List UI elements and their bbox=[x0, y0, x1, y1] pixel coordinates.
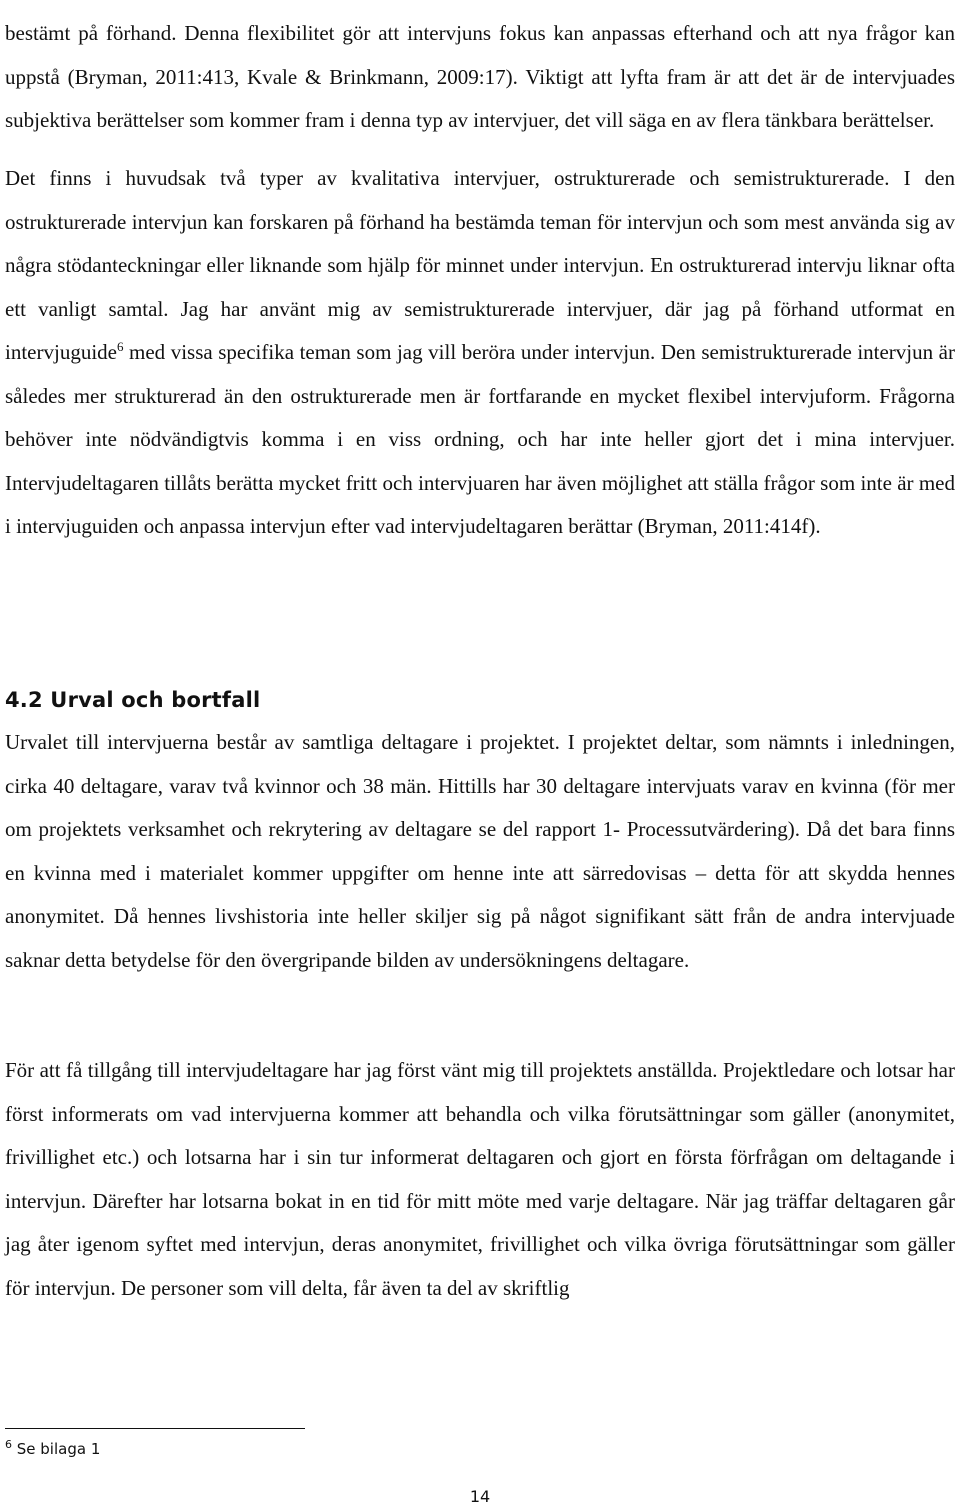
page-number: 14 bbox=[469, 1487, 491, 1506]
paragraph-text: För att få tillgång till intervjudeltagare har jag först vänt mig till projektets anställda. Projektledare och lotsar har först informerats om vad intervjuerna kommer att behandla och vilka förutsättningar som gäller (anonymitet, frivillighet etc.) och lotsarna har i sin tur informerat deltagaren och gjort en första förfrågan om deltagande i intervjun. Därefter har lotsarna bokat in en tid för mitt möte med varje deltagare. När jag träffar deltagaren går jag åter igenom syftet med intervjun, deras anonymitet, frivillighet och vilka övriga förutsättningar som gäller för intervjun. De personer som vill delta, får även ta del av skriftlig bbox=[5, 1058, 955, 1300]
footnote-reference: 6 bbox=[116, 339, 124, 354]
paragraph-text: bestämt på förhand. Denna flexibilitet gör att intervjuns fokus kan anpassas efterhand och att nya frågor kan uppstå (Bryman, 2011:413, Kvale & Brinkmann, 2009:17). Viktigt att lyfta fram är att det är de intervjuades subjektiva berättelser som kommer fram i denna typ av intervjuer, det vill säga en av flera tänkbara berättelser. bbox=[5, 21, 955, 132]
paragraph-method-intro bbox=[5, 12, 955, 143]
footnote-text: Se bilaga 1 bbox=[12, 1440, 101, 1458]
paragraph-text: med vissa specifika teman som jag vill beröra under intervjun. Den semistrukturerade intervjun är således mer strukturerad än den ostrukturerade men är fortfarande en mycket flexibel intervjuform. Frågorna behöver inte nödvändigtvis komma i en viss ordning, och har inte heller gjort det i mina intervjuer. Intervjudeltagaren tillåts berätta mycket fritt och intervjuaren har även möjlighet att ställa frågor som inte är med i intervjuguiden och anpassa intervjun efter vad intervjudeltagaren berättar (Bryman, 2011:414f). bbox=[5, 340, 955, 538]
footnote bbox=[5, 1440, 100, 1458]
footnote-marker: 6 bbox=[5, 1438, 12, 1451]
section-heading: 4.2 Urval och bortfall bbox=[5, 688, 261, 712]
paragraph-text: Det finns i huvudsak två typer av kvalitativa intervjuer, ostrukturerade och semistrukturerade. I den ostrukturerade intervjun kan forskaren på förhand ha bestämda teman för intervjun och som mest använda sig av några stödanteckningar eller liknande som hjälp för minnet under intervjun. En ostrukturerad intervju liknar ofta ett vanligt samtal. Jag har använt mig av semistrukturerade intervjuer, där jag på förhand utformat en intervjuguide bbox=[5, 166, 955, 364]
paragraph-text: Urvalet till intervjuerna består av samtliga deltagare i projektet. I projektet deltar, som nämnts i inledningen, cirka 40 deltagare, varav två kvinnor och 38 män. Hittills har 30 deltagare intervjuats varav en kvinna (för mer om projektets verksamhet och rekrytering av deltagare se del rapport 1- Processutvärdering). Då det bara finns en kvinna med i materialet kommer uppgifter om henne inte att särredovisas – detta för att skydda hennes anonymitet. Då hennes livshistoria inte heller skiljer sig på något signifikant sätt från de andra intervjuade saknar detta betydelse för den övergripande bilden av undersökningens deltagare. bbox=[5, 730, 955, 972]
footnote-divider bbox=[5, 1428, 305, 1429]
paragraph-access bbox=[5, 1049, 955, 1310]
paragraph-selection bbox=[5, 721, 955, 982]
paragraph-interview-types bbox=[5, 157, 955, 549]
